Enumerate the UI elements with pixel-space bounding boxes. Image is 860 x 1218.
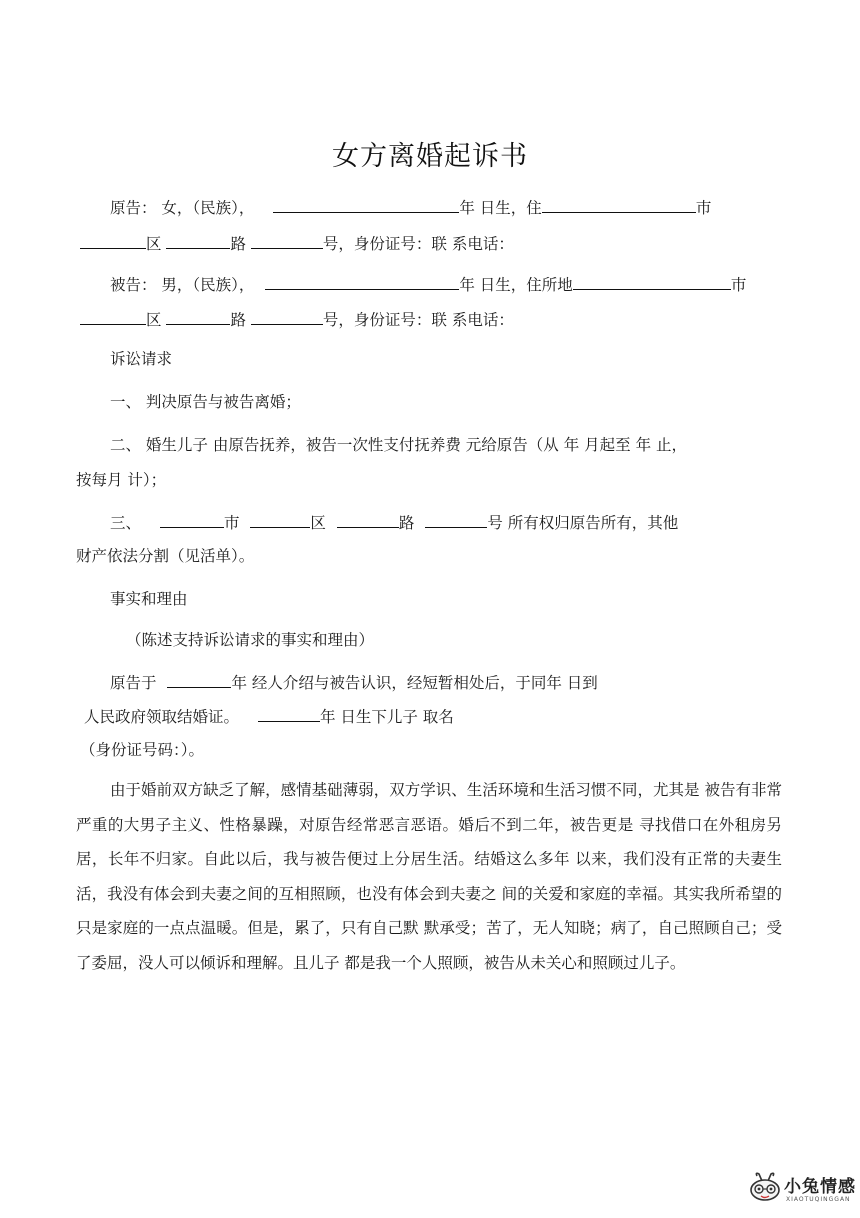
claim-1: 一、 判决原告与被告离婚； — [110, 393, 301, 411]
road-label: 路 — [230, 311, 246, 329]
watermark-logo — [748, 1168, 856, 1212]
blank-field — [273, 197, 459, 213]
plaintiff-id-label: 号，身份证号：联 系电话： — [322, 235, 514, 253]
facts-line-3: （身份证号码：）。 — [80, 741, 205, 759]
blank-field — [337, 512, 399, 528]
blank-field — [573, 274, 731, 290]
blank-field — [250, 512, 310, 528]
city-label: 巿 — [730, 276, 747, 294]
body-paragraph: 由于婚前双方缺乏了解，感情基础薄弱，双方学识、生活环境和生活习惯不同，尤其是 被告有非常严重的大男子主义、性格暴躁，对原告经常恶言恶语。婚后不到二年，被告更是 寻找借口在外租房另居，长年不归家。自此以后，我与被告便过上分居生活。结婚这么多年 以来，我们没有正常的夫妻生活，我没有体会到夫妻之间的互相照顾，也没有体会到夫妻之 间的关爱和家庭的幸福。其实我所希望的只是家庭的一点点温暖。但是，累了，只有自己默 默承受；苦了，无人知晓；病了，自己照顾自己；受了委屈，没人可以倾诉和理解。且儿子 都是我一个人照顾，被告从未关心和照顾过儿子。 — [76, 781, 782, 972]
claim-3-line-2: 财产依法分割（见活单）。 — [76, 547, 255, 565]
watermark-sub: XIAOTUQINGGAN — [786, 1196, 851, 1203]
city-label: 巿 — [695, 199, 712, 217]
blank-field — [425, 512, 487, 528]
road-label: 路 — [398, 514, 415, 532]
blank-field — [542, 197, 696, 213]
defendant-line-1 — [110, 274, 746, 295]
facts-note: （陈述支持诉讼请求的事实和理由） — [126, 631, 375, 649]
blank-field — [258, 706, 320, 722]
blank-field — [80, 309, 146, 325]
defendant-line-2 — [80, 309, 514, 330]
facts-text: 年 经人介绍与被告认识，经短暂相处后，于同年 日到 — [231, 674, 598, 692]
blank-field — [160, 512, 224, 528]
city-label: 巿 — [223, 514, 240, 532]
blank-field — [251, 233, 323, 249]
blank-field — [265, 274, 459, 290]
road-label: 路 — [230, 235, 246, 253]
district-label: 区 — [146, 311, 162, 329]
blank-field — [80, 233, 146, 249]
plaintiff-line-1 — [110, 197, 711, 218]
defendant-birth-label: 年 日生，住所地 — [459, 276, 573, 294]
rabbit-face-icon — [748, 1172, 782, 1202]
blank-field — [166, 309, 230, 325]
facts-text: 年 日生下儿子 取名 — [319, 708, 454, 726]
blank-field — [167, 672, 231, 688]
claim-2-line-2: 按每月 计）； — [76, 471, 167, 489]
document-title: 女方离婚起诉书 — [332, 141, 528, 172]
defendant-label: 被告： 男，（民族）， — [110, 276, 255, 294]
district-label: 区 — [310, 514, 326, 532]
claim-3-line-1 — [110, 512, 678, 533]
blank-field — [251, 309, 323, 325]
property-clause: 号 所有权归原告所有，其他 — [487, 514, 679, 532]
claim-3-prefix: 三、 — [110, 514, 142, 532]
facts-line-2 — [84, 706, 454, 727]
watermark-brand: 小兔情感 — [784, 1177, 856, 1197]
district-label: 区 — [146, 235, 162, 253]
plaintiff-label: 原告： 女，（民族）， — [110, 199, 255, 217]
facts-text: 人民政府领取结婚证。 — [84, 708, 240, 726]
facts-heading: 事实和理由 — [110, 590, 188, 608]
claims-heading: 诉讼请求 — [110, 350, 173, 368]
claim-2-line-1: 二、 婚生儿子 由原告抚养，被告一次性支付抚养费 元给原告（从 年 月起至 年 止， — [110, 436, 687, 454]
plaintiff-line-2 — [80, 233, 514, 254]
facts-line-1 — [110, 672, 598, 693]
plaintiff-birth-label: 年 日生，住 — [459, 199, 542, 217]
defendant-id-label: 号，身份证号：联 系电话： — [322, 311, 514, 329]
blank-field — [166, 233, 230, 249]
facts-text: 原告于 — [110, 674, 157, 692]
